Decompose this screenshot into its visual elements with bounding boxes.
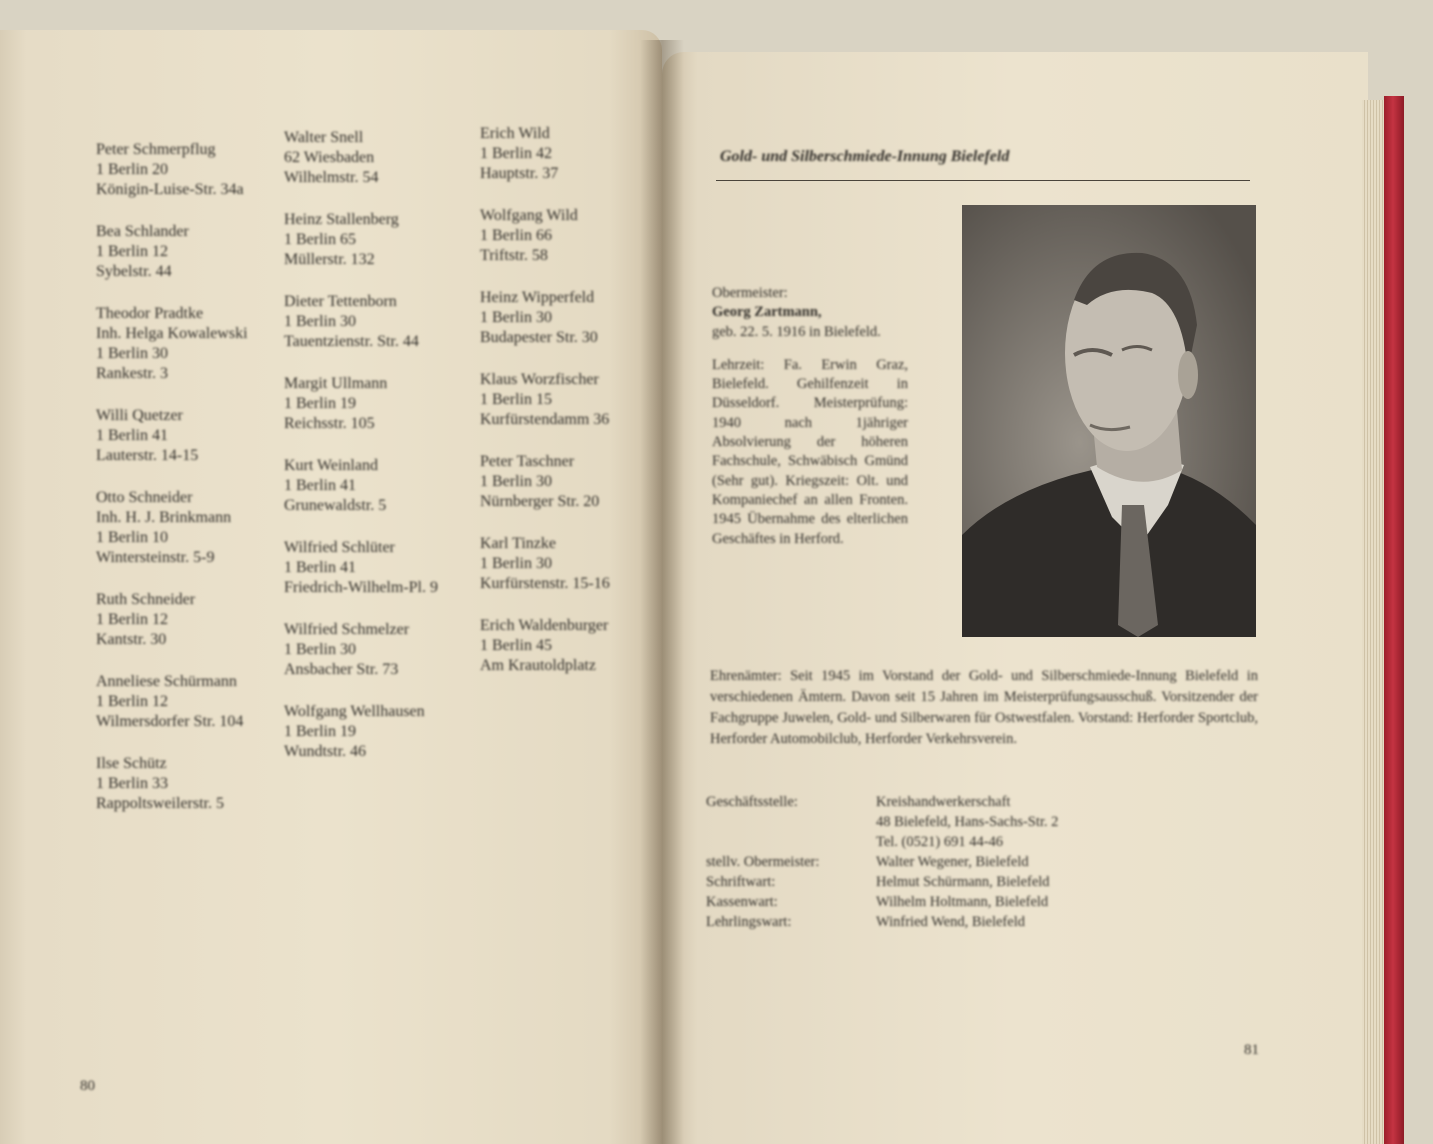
page-heading: Gold- und Silberschmiede-Innung Bielefeld — [720, 148, 1010, 165]
directory-entry: Ruth Schneider 1 Berlin 12 Kantstr. 30 — [96, 591, 196, 648]
portrait-photo — [962, 205, 1256, 637]
heading-rule — [716, 180, 1250, 181]
officer-row: Geschäftsstelle: Kreishandwerkerschaft — [706, 794, 1011, 810]
bio-name: Georg Zartmann, — [712, 304, 822, 321]
officer-row: Kassenwart: Wilhelm Holtmann, Bielefeld — [706, 894, 1049, 910]
directory-column-1 — [96, 140, 276, 836]
directory-entry: Kurt Weinland 1 Berlin 41 Grunewaldstr. 5 — [284, 457, 387, 514]
directory-entry: Wolfgang Wild 1 Berlin 66 Triftstr. 58 — [480, 207, 578, 264]
directory-entry: Peter Taschner 1 Berlin 30 Nürnberger Str. 20 — [480, 453, 600, 510]
directory-entry: Otto Schneider Inh. H. J. Brinkmann 1 Berlin 10 Wintersteinstr. 5-9 — [96, 489, 232, 566]
page-number-left: 80 — [80, 1078, 95, 1094]
bio-role: Obermeister: — [712, 285, 788, 301]
officer-row: stellv. Obermeister: Walter Wegener, Bielefeld — [706, 854, 1029, 870]
directory-entry: Anneliese Schürmann 1 Berlin 12 Wilmersdorfer Str. 104 — [96, 673, 244, 730]
book-cover — [1384, 96, 1404, 1144]
directory-column-2 — [284, 128, 474, 784]
directory-entry: Walter Snell 62 Wiesbaden Wilhelmstr. 54 — [284, 129, 379, 186]
directory-entry: Dieter Tettenborn 1 Berlin 30 Tauentzienstr. Str. 44 — [284, 293, 419, 350]
officer-row: 48 Bielefeld, Hans-Sachs-Str. 2 — [876, 814, 1059, 830]
bio-birth: geb. 22. 5. 1916 in Bielefeld. — [712, 323, 881, 340]
directory-entry: Heinz Stallenberg 1 Berlin 65 Müllerstr. 132 — [284, 211, 399, 268]
directory-entry: Ilse Schütz 1 Berlin 33 Rappoltsweilerstr. 5 — [96, 755, 224, 812]
officers-list — [706, 792, 1058, 932]
directory-entry: Wilfried Schmelzer 1 Berlin 30 Ansbacher Str. 73 — [284, 621, 410, 678]
bio-career: Lehrzeit: Fa. Erwin Graz, Bielefeld. Gehilfenzeit in Düsseldorf. Meisterprüfung: 1940 nach 1jähriger Absolvierung der höheren Fachschule, Schwäbisch Gmünd (Sehr gut). Kriegszeit: Olt. und Kompaniechef an allen Fronten. 1945 Übernahme des elterlichen Geschäftes in Herford. — [712, 356, 908, 547]
directory-entry: Wilfried Schlüter 1 Berlin 41 Friedrich-Wilhelm-Pl. 9 — [284, 539, 438, 596]
directory-entry: Wolfgang Wellhausen 1 Berlin 19 Wundtstr. 46 — [284, 703, 425, 760]
officer-row: Tel. (0521) 691 44-46 — [876, 834, 1004, 850]
directory-entry: Erich Waldenburger 1 Berlin 45 Am Krautoldplatz — [480, 617, 609, 674]
honors-paragraph: Ehrenämter: Seit 1945 im Vorstand der Gold- und Silberschmiede-Innung Bielefeld in verschiedenen Ämtern. Davon seit 15 Jahren im Meisterprüfungsausschuß. Vorsitzender der Fachgruppe Juwelen, Gold- und Silberwaren für Ostwestfalen. Vorstand: Herforder Sportclub, Herforder Automobilclub, Herforder Verkehrsverein. — [710, 668, 1258, 747]
directory-column-3 — [480, 124, 650, 698]
directory-entry: Heinz Wipperfeld 1 Berlin 30 Budapester Str. 30 — [480, 289, 598, 346]
directory-entry: Karl Tinzke 1 Berlin 30 Kurfürstenstr. 15-16 — [480, 535, 610, 592]
directory-entry: Peter Schmerpflug 1 Berlin 20 Königin-Luise-Str. 34a — [96, 141, 244, 198]
page-edges — [1362, 100, 1386, 1144]
page-number-right: 81 — [1244, 1042, 1259, 1058]
directory-entry: Erich Wild 1 Berlin 42 Hauptstr. 37 — [480, 125, 559, 182]
officer-row: Schriftwart: Helmut Schürmann, Bielefeld — [706, 874, 1050, 890]
directory-entry: Theodor Pradtke Inh. Helga Kowalewski 1 Berlin 30 Rankestr. 3 — [96, 305, 248, 382]
directory-entry: Bea Schlander 1 Berlin 12 Sybelstr. 44 — [96, 223, 189, 280]
biography — [712, 284, 908, 563]
officer-row: Lehrlingswart: Winfried Wend, Bielefeld — [706, 914, 1025, 930]
directory-entry: Willi Quetzer 1 Berlin 41 Lauterstr. 14-15 — [96, 407, 199, 464]
directory-entry: Klaus Worzfischer 1 Berlin 15 Kurfürstendamm 36 — [480, 371, 610, 428]
directory-entry: Margit Ullmann 1 Berlin 19 Reichsstr. 105 — [284, 375, 388, 432]
